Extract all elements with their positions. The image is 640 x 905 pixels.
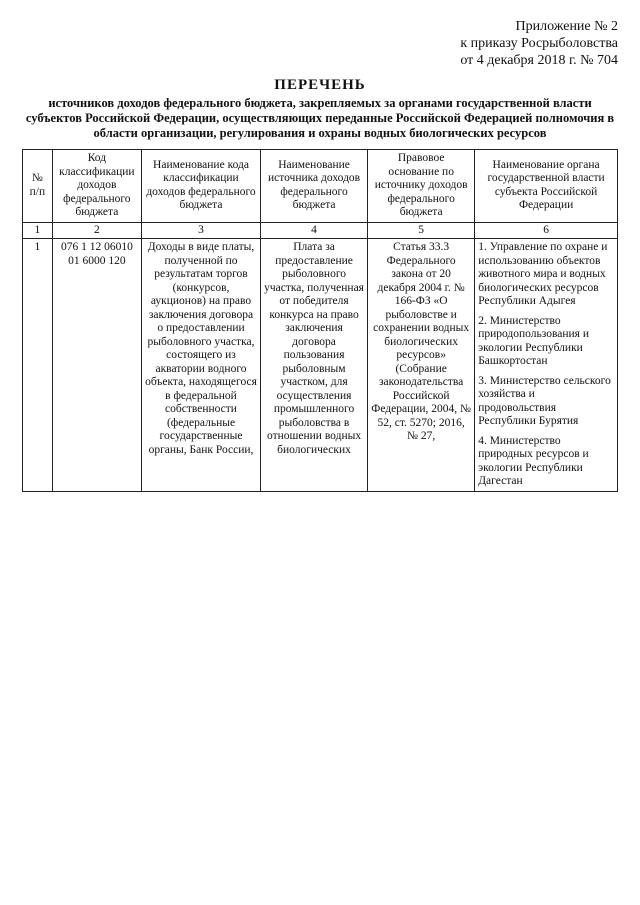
document-subtitle: источников доходов федерального бюджета, закрепляемых за органами государственной власти субъектов Российской Федерации, осуществляющих переданные Российской Федерацией полномочия в области организации, регулирования и охраны водных биологических ресурсов xyxy=(25,96,615,140)
table-header-row xyxy=(23,150,618,223)
row-source: Плата за предоставление рыболовного участка, полученная от победителя конкурса на право заключения договора пользования рыболовным участком, для осуществления промышленного рыболовства в отношении водных биологических xyxy=(261,239,368,492)
row-legal-basis: Статья 33.3 Федерального закона от 20 декабря 2004 г. № 166-ФЗ «О рыболовстве и сохранении водных биологических ресурсов» (Собрание законодательства Российской Федерации, 2004, № 52, ст. 5270; 2016, № 27, xyxy=(368,239,475,492)
authority-item: 1. Управление по охране и использованию объектов животного мира и водных биологических ресурсов Республики Адыгея xyxy=(478,241,608,307)
header-authority: Наименование органа государственной власти субъекта Российской Федерации xyxy=(475,150,618,223)
column-number: 6 xyxy=(475,222,618,239)
authority-item: 4. Министерство природных ресурсов и экологии Республики Дагестан xyxy=(478,434,589,487)
header-num: № п/п xyxy=(23,150,53,223)
row-code-name: Доходы в виде платы, полученной по результатам торгов (конкурсов, аукционов) на право заключения договора о предоставлении рыболовного участка, состоящего из акватории водного объекта, находящегося в федеральной собственности (федеральные государственные органы, Банк России, xyxy=(142,239,261,492)
authority-item: 2. Министерство природопользования и экологии Республики Башкортостан xyxy=(478,314,589,367)
appendix-line-3: от 4 декабря 2018 г. № 704 xyxy=(460,53,618,68)
column-number: 4 xyxy=(261,222,368,239)
column-number-row xyxy=(23,222,618,239)
document-title xyxy=(22,77,618,141)
header-code-name: Наименование кода классификации доходов федерального бюджета xyxy=(142,150,261,223)
header-legal-basis: Правовое основание по источнику доходов федерального бюджета xyxy=(368,150,475,223)
row-authorities xyxy=(475,239,618,492)
appendix-note xyxy=(22,18,618,69)
header-code: Код классификации доходов федерального бюджета xyxy=(52,150,141,223)
column-number: 5 xyxy=(368,222,475,239)
row-code: 076 1 12 06010 01 6000 120 xyxy=(52,239,141,492)
column-number: 2 xyxy=(52,222,141,239)
row-num: 1 xyxy=(23,239,53,492)
document-heading: ПЕРЕЧЕНЬ xyxy=(274,77,366,93)
authority-item: 3. Министерство сельского хозяйства и продовольствия Республики Бурятия xyxy=(478,374,611,427)
header-source: Наименование источника доходов федерального бюджета xyxy=(261,150,368,223)
appendix-line-2: к приказу Росрыболовства xyxy=(460,36,618,51)
revenue-sources-table xyxy=(22,149,618,492)
table-row xyxy=(23,239,618,492)
appendix-line-1: Приложение № 2 xyxy=(515,19,618,34)
column-number: 3 xyxy=(142,222,261,239)
column-number: 1 xyxy=(23,222,53,239)
